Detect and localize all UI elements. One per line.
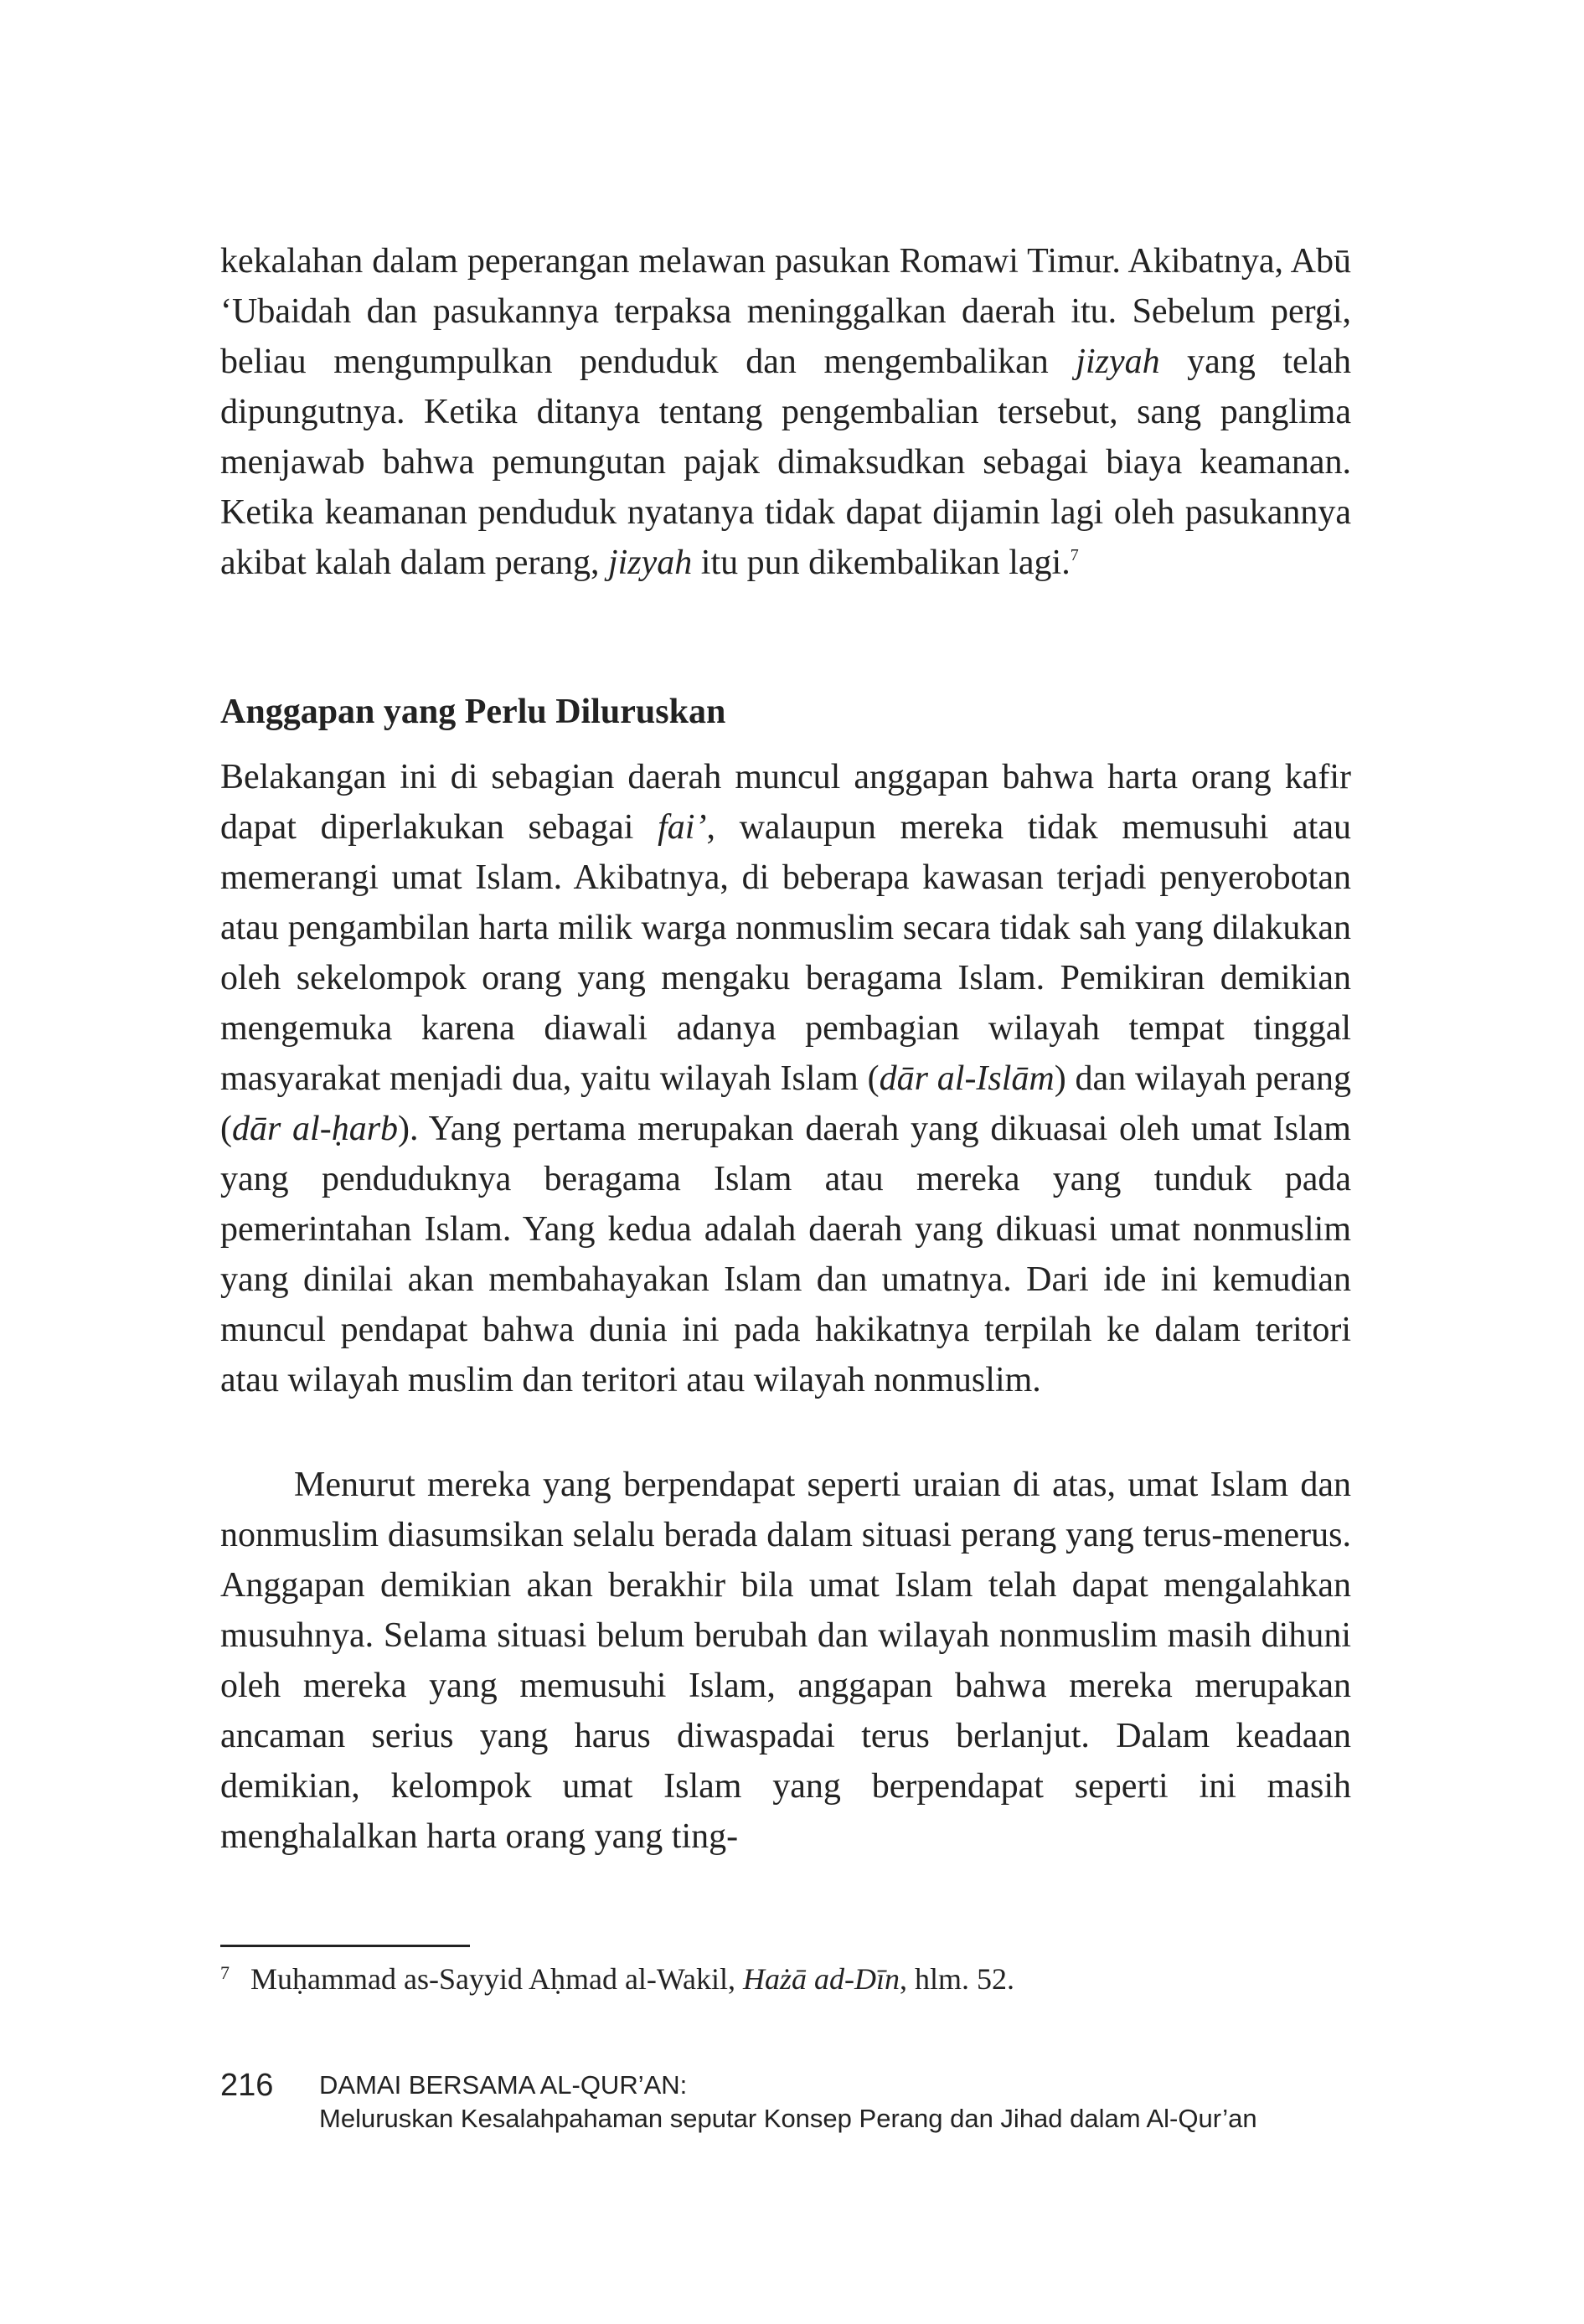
- running-subtitle: Meluruskan Kesalahpahaman seputar Konsep Perang dan Jihad dalam Al-Qur’an: [319, 2104, 1257, 2133]
- paragraph-3: [220, 1460, 1351, 1862]
- paragraph-1-text-a: kekalahan dalam peperangan melawan pasukan Romawi Timur. Akibatnya, Abū ‘Ubaidah dan pasukannya terpaksa meninggalkan daerah itu. Sebelum pergi, beliau mengumpulkan penduduk dan mengembalikan: [220, 242, 1351, 381]
- footnote-book-title: Hażā ad-Dīn: [743, 1962, 900, 1996]
- paragraph-2-text-d: ). Yang pertama merupakan daerah yang dikuasai oleh umat Islam yang penduduknya beragama Islam atau mereka yang tunduk pada pemerintahan Islam. Yang kedua adalah daerah yang dikuasi umat nonmuslim yang dinilai akan membahayakan Islam dan umatnya. Dari ide ini kemudian muncul pendapat bahwa dunia ini pada hakikatnya terpilah ke dalam teritori atau wilayah muslim dan teritori atau wilayah nonmuslim.: [220, 1110, 1351, 1399]
- footnote-reference[interactable]: 7: [1070, 546, 1079, 564]
- term-dar-al-islam: dār al-Islām: [879, 1059, 1055, 1098]
- footnote-page: , hlm. 52.: [900, 1962, 1015, 1996]
- term-jizyah: jizyah: [1076, 343, 1160, 381]
- paragraph-2-text-b: , walaupun mereka tidak memusuhi atau memerangi umat Islam. Akibatnya, di beberapa kawasan terjadi penyerobotan atau pengambilan harta milik warga nonmuslim secara tidak sah yang dilakukan oleh sekelompok orang yang mengaku beragama Islam. Pemikiran demikian mengemuka karena diawali adanya pembagian wilayah tempat tinggal masyarakat menjadi dua, yaitu wilayah Islam (: [220, 808, 1351, 1098]
- term-fai: fai’: [658, 808, 707, 847]
- footnote-author: Muḥammad as-Sayyid Aḥmad al-Wakil,: [250, 1962, 743, 1996]
- running-title: DAMAI BERSAMA AL-QUR’AN:: [319, 2070, 688, 2100]
- term-dar-al-harb: dār al-ḥarb: [232, 1110, 399, 1148]
- section-heading: Anggapan yang Perlu Diluruskan: [220, 693, 726, 731]
- page-number: 216: [220, 2068, 274, 2103]
- footnote-divider: [220, 1945, 470, 1947]
- paragraph-3-text: Menurut mereka yang berpendapat seperti uraian di atas, umat Islam dan nonmuslim diasumsikan selalu berada dalam situasi perang yang terus-menerus. Anggapan demikian akan berakhir bila umat Islam telah dapat mengalahkan musuhnya. Selama situasi belum berubah dan wilayah nonmuslim masih dihuni oleh mereka yang memusuhi Islam, anggapan bahwa mereka merupakan ancaman serius yang harus diwaspadai terus berlanjut. Dalam keadaan demikian, kelompok umat Islam yang berpendapat seperti ini masih menghalalkan harta orang yang ting-: [220, 1466, 1351, 1856]
- paragraph-2: [220, 752, 1351, 1405]
- paragraph-2-text-a: Belakangan ini di sebagian daerah muncul anggapan bahwa harta orang kafir dapat diperlakukan sebagai: [220, 758, 1351, 847]
- term-jizyah-2: jizyah: [607, 544, 693, 582]
- paragraph-2-text-c: ) dan wilayah perang (: [220, 1059, 1351, 1148]
- footnote: 7 Muḥammad as-Sayyid Aḥmad al-Wakil, Hażā ad-Dīn, hlm. 52.: [220, 1962, 1015, 1996]
- paragraph-1-text-b: yang telah dipungutnya. Ketika ditanya tentang pengembalian tersebut, sang panglima menjawab bahwa pemungutan pajak dimaksudkan sebagai biaya keamanan. Ketika keamanan penduduk nyatanya tidak dapat dijamin lagi oleh pasukannya akibat kalah dalam perang,: [220, 343, 1352, 582]
- paragraph-1: [220, 236, 1351, 588]
- paragraph-1-text-c: itu pun dikembalikan lagi.: [692, 544, 1071, 582]
